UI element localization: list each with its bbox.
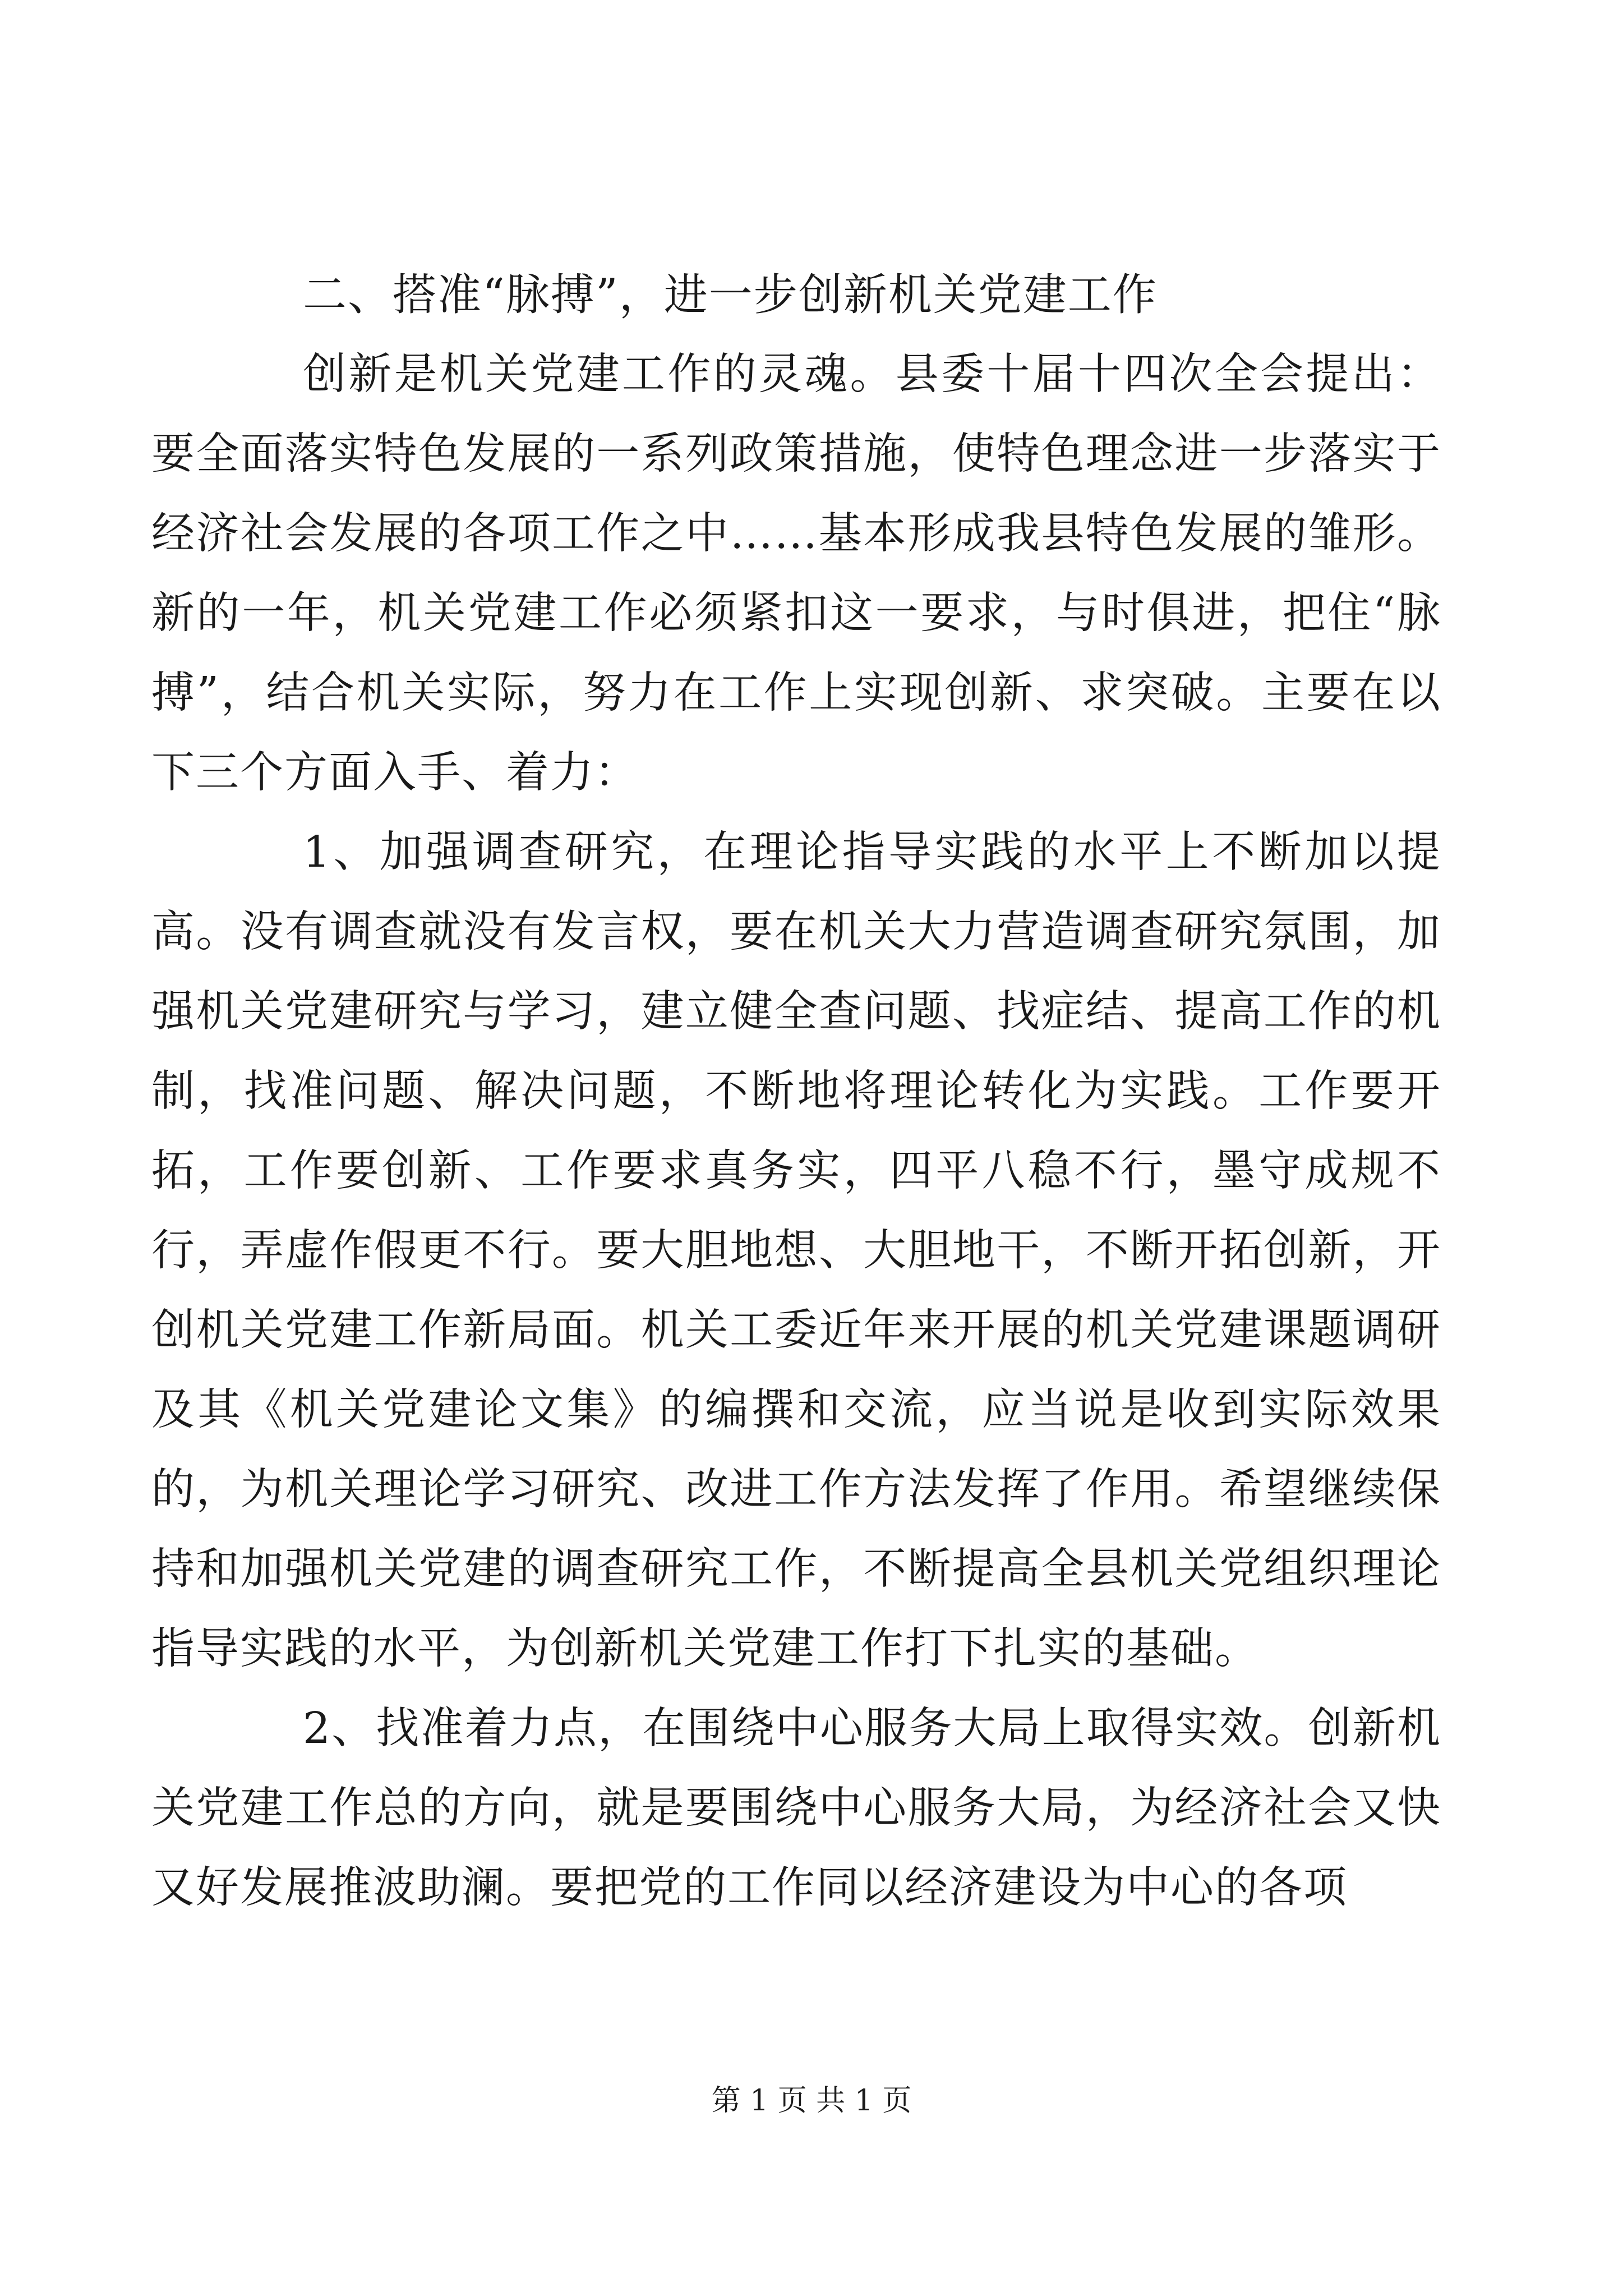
paragraph-intro: 创新是机关党建工作的灵魂。县委十届十四次全会提出：要全面落实特色发展的一系列政策措施，使特色理念进一步落实于经济社会发展的各项工作之中……基本形成我县特色发展的雏形。新的一年，机关党建工作必须紧扣这一要求，与时俱进，把住“脉搏”，结合机关实际，努力在工作上实现创新、求突破。主要在以下三个方面入手、着力： [151, 349, 1441, 798]
section-heading: 二、搭准“脉搏”，进一步创新机关党建工作 [303, 270, 1158, 320]
paragraph-item-1: 1、加强调查研究，在理论指导实践的水平上不断加以提高。没有调查就没有发言权，要在机关大力营造调查研究氛围，加强机关党建研究与学习，建立健全查问题、找症结、提高工作的机制，找准问题、解决问题，不断地将理论转化为实践。工作要开拓，工作要创新、工作要求真务实，四平八稳不行，墨守成规不行，弄虚作假更不行。要大胆地想、大胆地干，不断开拓创新，开创机关党建工作新局面。机关工委近年来开展的机关党建课题调研及其《机关党建论文集》的编撰和交流，应当说是收到实际效果的，为机关理论学习研究、改进工作方法发挥了作用。希望继续保持和加强机关党建的调查研究工作，不断提高全县机关党组织理论指导实践的水平，为创新机关党建工作打下扎实的基础。 [151, 827, 1441, 1674]
document-body [151, 255, 1441, 1928]
page-footer: 第 1 页 共 1 页 [711, 2084, 912, 2118]
paragraph-item-2: 2、找准着力点，在围绕中心服务大局上取得实效。创新机关党建工作总的方向，就是要围绕中心服务大局，为经济社会又快又好发展推波助澜。要把党的工作同以经济建设为中心的各项 [151, 1704, 1441, 1913]
